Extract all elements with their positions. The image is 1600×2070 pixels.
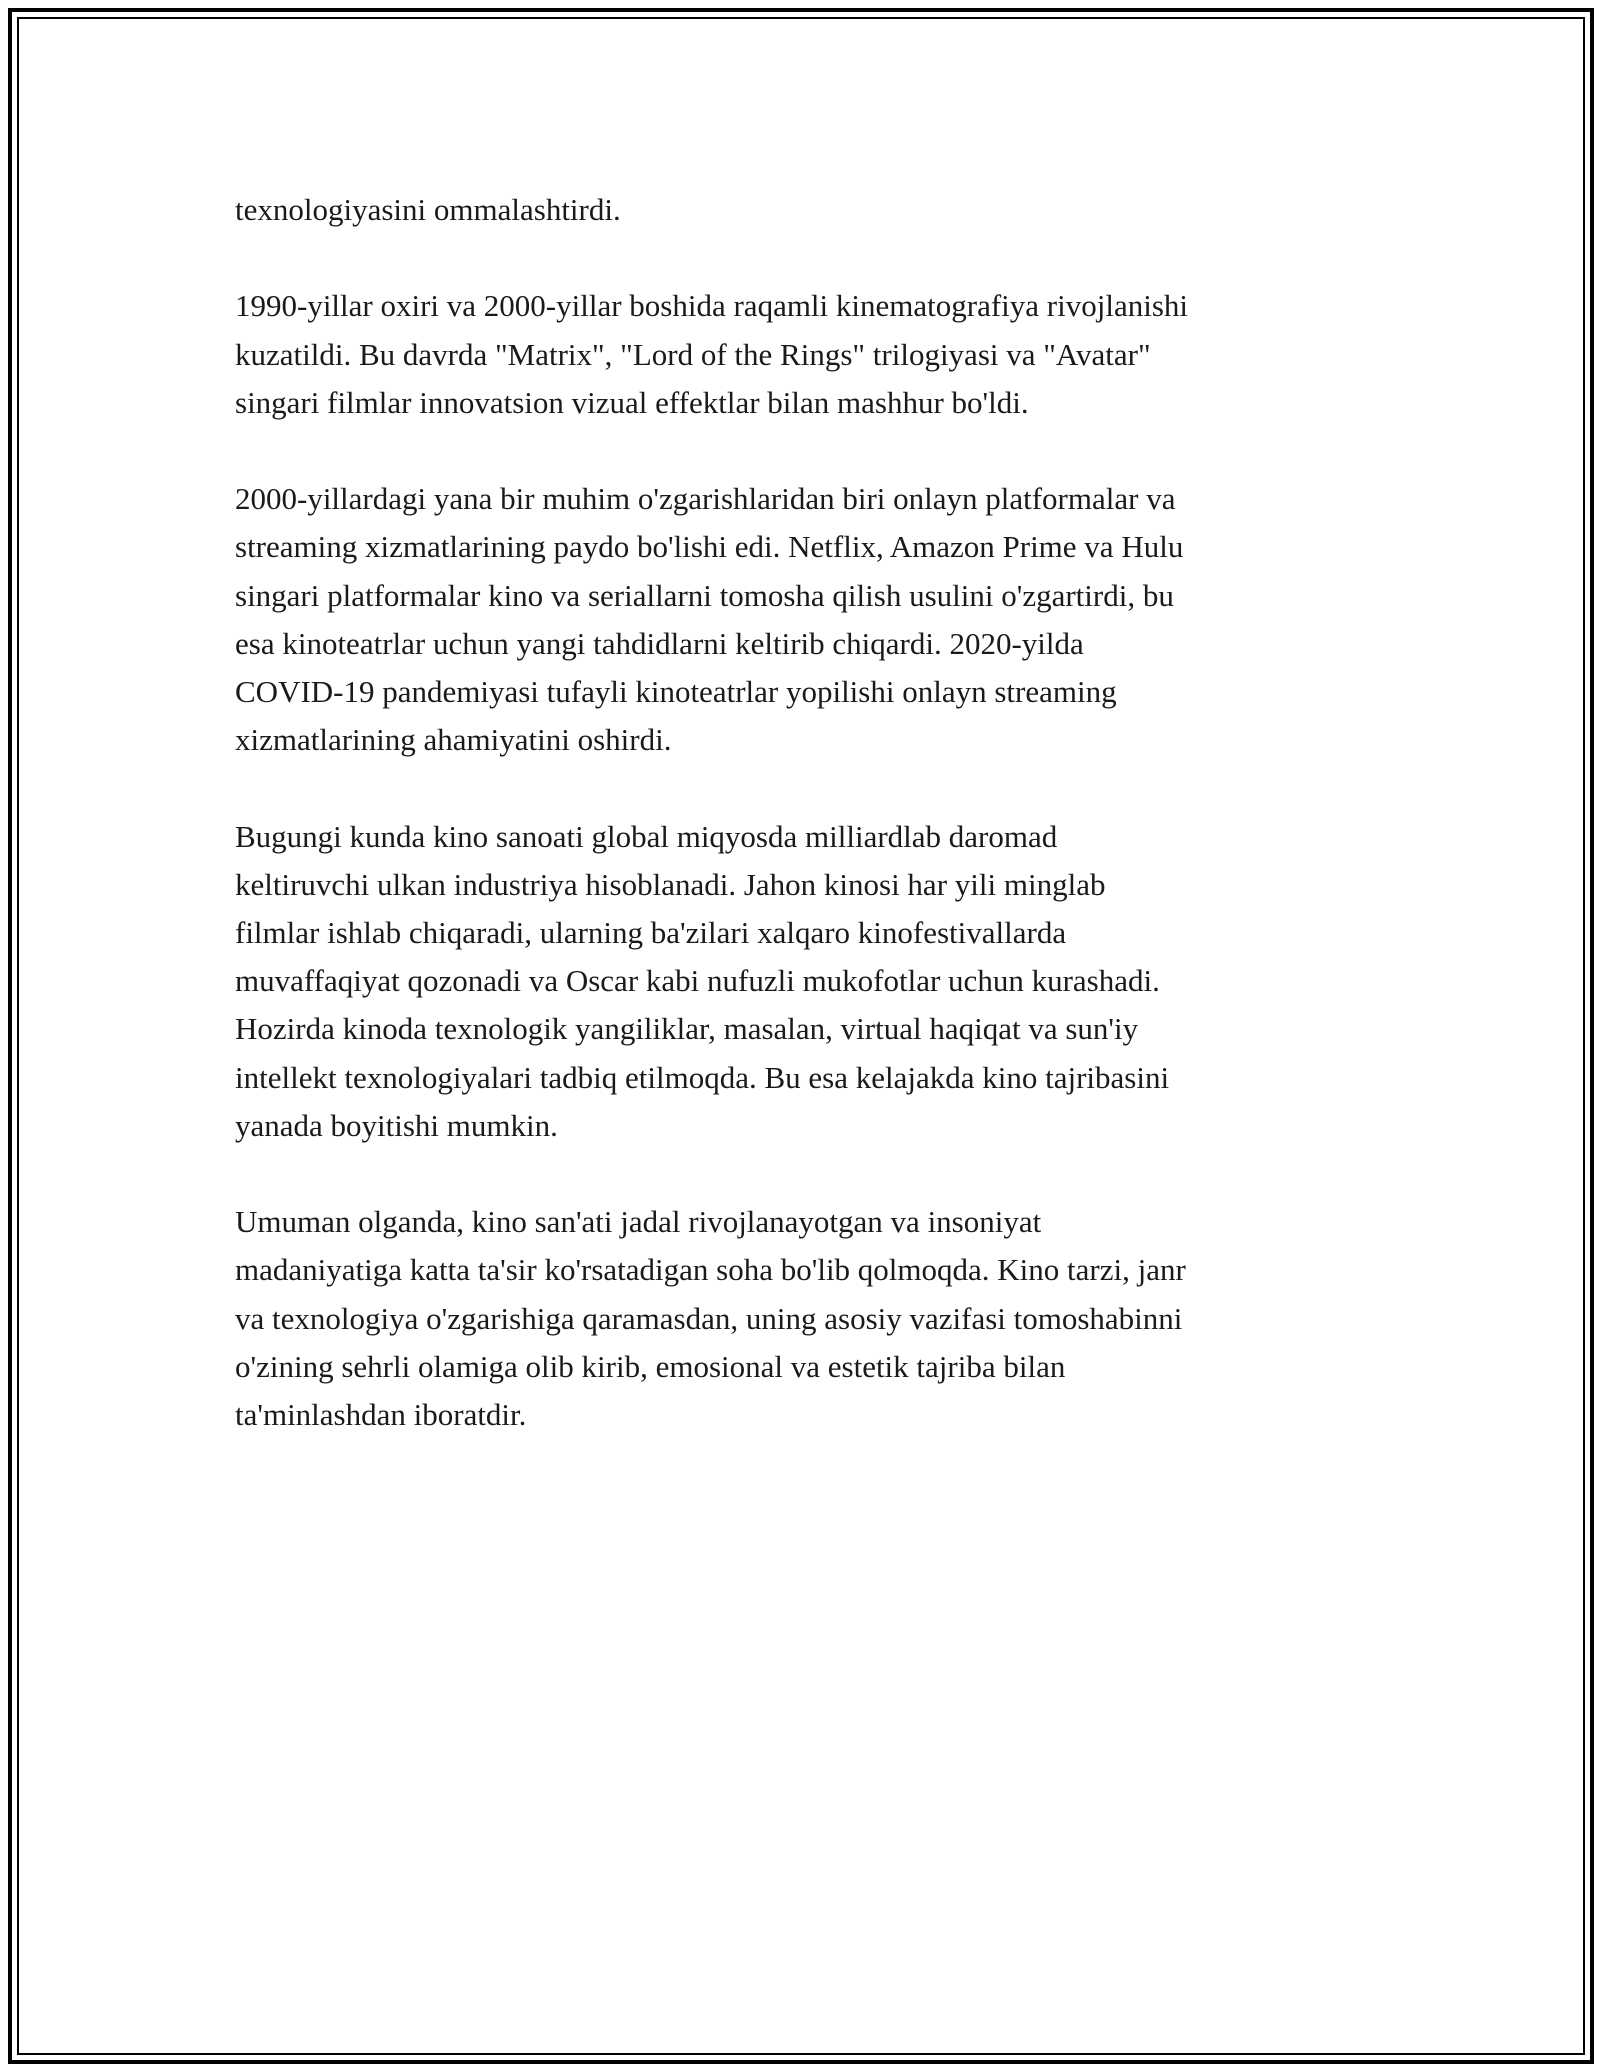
paragraph-3: 2000-yillardagi yana bir muhim o'zgarishlaridan biri onlayn platformalar va streaming xizmatlarining paydo bo'lishi edi. Netflix, Amazon Prime va Hulu singari platformalar kino va seriallarni tomosha qilish usulini o'zgartirdi, bu esa kinoteatrlar uchun yangi tahdidlarni keltirib chiqardi. 2020-yilda COVID-19 pandemiyasi tufayli kinoteatrlar yopilishi onlayn streaming xizmatlarining ahamiyatini oshirdi. bbox=[235, 481, 1184, 758]
paragraph-1: texnologiyasini ommalashtirdi. bbox=[235, 192, 621, 227]
paragraph-4: Bugungi kunda kino sanoati global miqyosda milliardlab daromad keltiruvchi ulkan industriya hisoblanadi. Jahon kinosi har yili minglab filmlar ishlab chiqaradi, ularning ba'zilari xalqaro kinofestivallarda muvaffaqiyat qozonadi va Oscar kabi nufuzli mukofotlar uchun kurashadi. Hozirda kinoda texnologik yangiliklar, masalan, virtual haqiqat va sun'iy intellekt texnologiyalari tadbiq etilmoqda. Bu esa kelajakda kino tajribasini yanada boyitishi mumkin. bbox=[235, 818, 1170, 1143]
paragraph-2: 1990-yillar oxiri va 2000-yillar boshida raqamli kinematografiya rivojlanishi kuzatildi. Bu davrda "Matrix", "Lord of the Rings" trilogiyasi va "Avatar" singari filmlar innovatsion vizual effektlar bilan mashhur bo'ldi. bbox=[235, 288, 1189, 420]
document-body bbox=[235, 186, 1375, 1487]
paragraph-5: Umuman olganda, kino san'ati jadal rivojlanayotgan va insoniyat madaniyatiga katta ta'sir ko'rsatadigan soha bo'lib qolmoqda. Kino tarzi, janr va texnologiya o'zgarishiga qaramasdan, uning asosiy vazifasi tomoshabinni o'zining sehrli olamiga olib kirib, emosional va estetik tajriba bilan ta'minlashdan iboratdir. bbox=[235, 1204, 1186, 1433]
